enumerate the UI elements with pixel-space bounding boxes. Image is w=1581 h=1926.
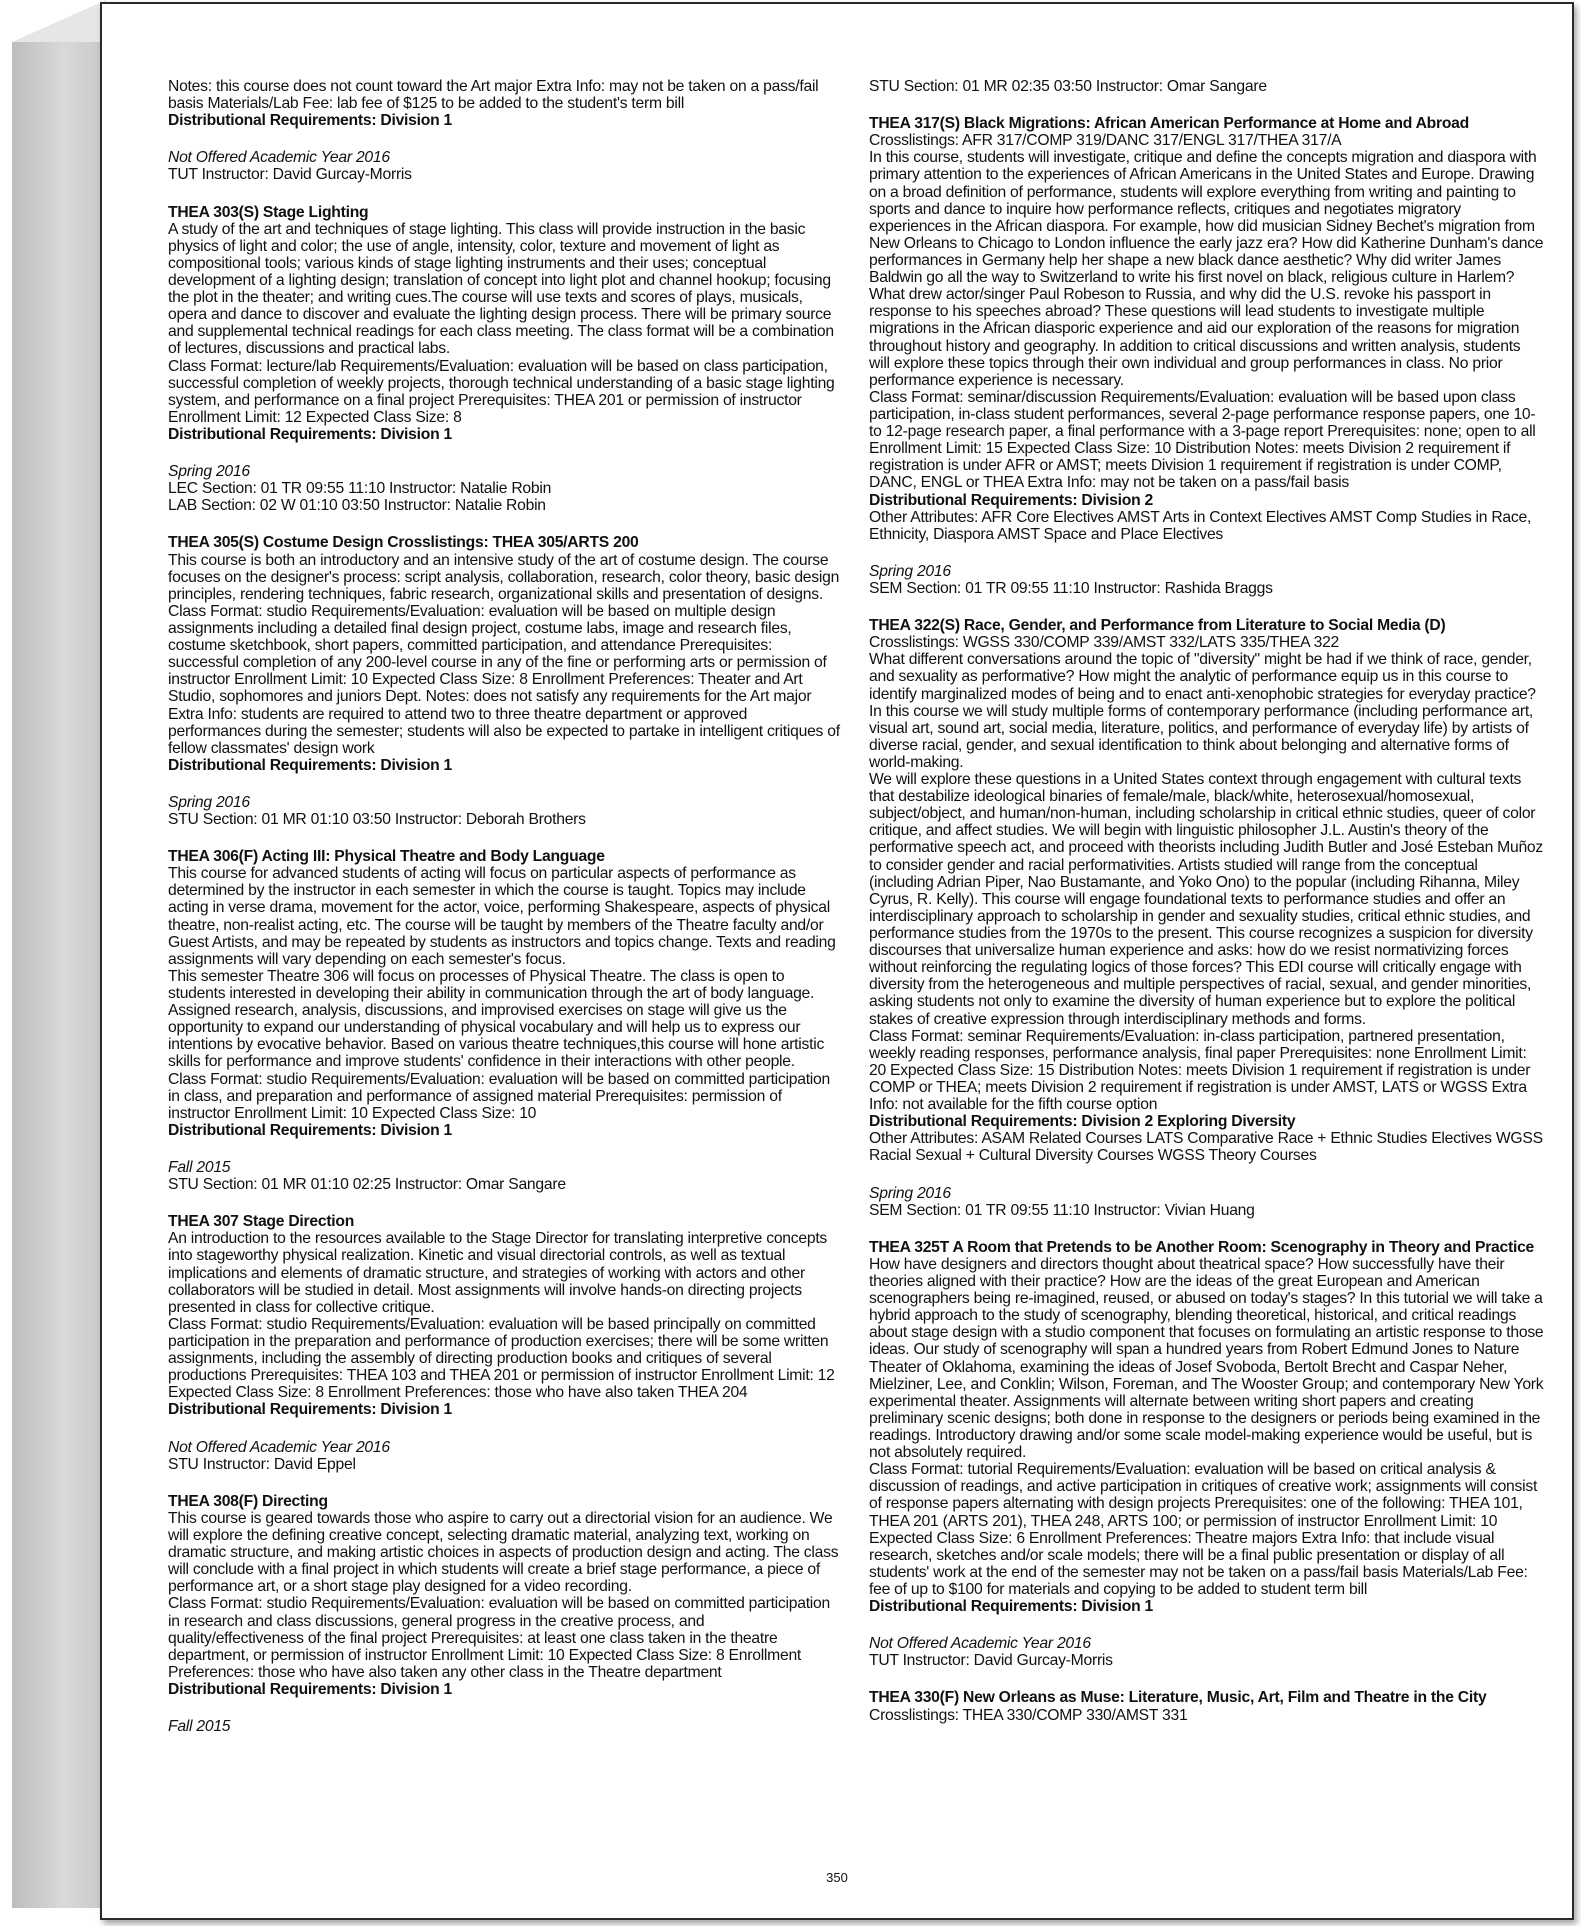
course-entry-thea-305 — [168, 534, 844, 774]
section-info: LAB Section: 02 W 01:10 03:50 Instructor: Natalie Robin — [168, 497, 546, 515]
course-description: We will explore these questions in a United States context through engagement with cultural texts that destabilize ideological binaries of female/male, black/white, heterosexual/homosexual, subject/object, and human/non-human, including scholarship in critical ethnic studies, queer of color critique, and affect studies. We will begin with linguistic philosopher J.L. Austin's theory of the performative speech act, and proceed with theorists including Judith Butler and José Esteban Muñoz to consider gender and racial performativities. Artists studied will range from the conceptual (including Adrian Piper, Nao Bustamante, and Yoko Ono) to the popular (including Rihanna, Miley Cyrus, R. Kelly). This course will engage foundational texts to performance studies and offer an interdisciplinary approach to scholarship in gender and sexuality studies, critical ethnic studies, and performance studies from the 1970s to the present. This course recognizes a suspicion for diversity discourses that universalize human experience and asks: how do we resist normativizing forces without reinforcing the regulating logics of those forces? This EDI course will critically engage with diversity from the heterogeneous and multiple perspectives of racial, sexual, and gender minorities, asking students not only to examine the diversity of human experience but to explore the political stakes of creative expression through interdisciplinary methods and forms. — [869, 771, 1543, 1028]
section-block — [869, 563, 1545, 597]
section-info: LEC Section: 01 TR 09:55 11:10 Instructor: Natalie Robin — [168, 480, 552, 498]
other-attributes: Other Attributes: ASAM Related Courses LATS Comparative Race + Ethnic Studies Electives WGSS Racial Sexual + Cultural Diversity Courses WGSS Theory Courses — [869, 1130, 1543, 1165]
course-title: THEA 307 Stage Direction — [168, 1213, 355, 1231]
distributional-requirements: Distributional Requirements: Division 2 Exploring Diversity — [869, 1113, 1296, 1131]
section-block — [869, 1635, 1545, 1669]
catalog-page — [100, 2, 1574, 1920]
course-title: THEA 330(F) New Orleans as Muse: Literature, Music, Art, Film and Theatre in the City — [869, 1689, 1487, 1707]
course-entry-thea-308 — [168, 1493, 844, 1698]
distributional-requirements: Distributional Requirements: Division 1 — [168, 112, 452, 130]
class-format: Class Format: studio Requirements/Evaluation: evaluation will be based principally on committed participation in the preparation and performance of production exercises; there will be some written assignments, including the assembly of directing production books and critiques of several productions Prerequisites: THEA 103 and THEA 201 or permission of instructor Enrollment Limit: 12 Expected Class Size: 8 Enrollment Preferences: those who have also taken THEA 204 — [168, 1315, 835, 1402]
course-entry-thea-317 — [869, 115, 1545, 543]
course-title: THEA 308(F) Directing — [168, 1492, 328, 1510]
course-notes-block — [168, 78, 844, 129]
course-entry-thea-322 — [869, 617, 1545, 1165]
term-label: Spring 2016 — [168, 463, 250, 481]
course-entry-thea-303 — [168, 204, 844, 444]
course-description: A study of the art and techniques of stage lighting. This class will provide instruction in the basic physics of light and color; the use of angle, intensity, color, texture and movement of light as compositional tools; various kinds of stage lighting instruments and their uses; conceptual development of a lighting design; translation of concept into light plot and channel hookup; focusing the plot in the theater; and writing cues.The course will use texts and scores of plays, musicals, opera and dance to discover and evaluate the lighting design process. There will be primary source and supplemental technical readings for each class meeting. The class format will be a combination of lectures, discussions and practical labs. — [168, 220, 834, 358]
other-attributes: Other Attributes: AFR Core Electives AMST Arts in Context Electives AMST Comp Studies in Race, Ethnicity, Diaspora AMST Space and Place Electives — [869, 508, 1532, 543]
course-title: THEA 303(S) Stage Lighting — [168, 203, 369, 221]
course-entry-thea-325 — [869, 1239, 1545, 1615]
course-entry-thea-330 — [869, 1689, 1545, 1723]
left-column — [168, 78, 844, 1755]
section-block — [869, 1185, 1545, 1219]
section-block — [168, 1439, 844, 1473]
term-label: Not Offered Academic Year 2016 — [869, 1635, 1091, 1653]
course-entry-thea-307 — [168, 1213, 844, 1418]
course-title: THEA 305(S) Costume Design Crosslistings: THEA 305/ARTS 200 — [168, 534, 639, 552]
book-spine — [12, 42, 106, 1908]
course-entry-thea-306 — [168, 848, 844, 1139]
course-description: In this course, students will investigate, critique and define the concepts migration and diaspora with primary attention to the experiences of African Americans in the United States and Europe. Drawing on a broad definition of performance, students will explore everything from writing and painting to sports and dance to inquire how performance reflects, critiques and negotiates migratory experiences in the African diaspora. For example, how did musician Sidney Bechet's migration from New Orleans to Chicago to London influence the early jazz era? How did Katherine Dunham's dance performances in Germany help her shape a new black dance aesthetic? Why did writer James Baldwin go all the way to Switzerland to write his first novel on black, religious culture in Harlem? What drew actor/singer Paul Robeson to Russia, and why did the U.S. revoke his passport in response to his speeches abroad? These questions will lead students to investigate multiple migrations in the African diasporic experience and aid our exploration of the reasons for migration throughout history and geography. In addition to critical discussions and written analysis, students will explore these topics through their own individual and group performances in class. No prior performance experience is necessary. — [869, 149, 1544, 389]
distributional-requirements: Distributional Requirements: Division 1 — [168, 425, 452, 443]
crosslistings: Crosslistings: THEA 330/COMP 330/AMST 331 — [869, 1706, 1188, 1724]
distributional-requirements: Distributional Requirements: Division 1 — [168, 1680, 452, 1698]
class-format: Class Format: seminar Requirements/Evaluation: in-class participation, partnered presentation, weekly reading responses, performance analysis, final paper Prerequisites: none Enrollment Limit: 20 Expected Class Size: 15 Distribution Notes: meets Division 1 requirement if registration is under COMP or THEA; meets Division 2 requirement if registration is under AMST, LATS or WGSS Extra Info: not available for the fifth course option — [869, 1027, 1531, 1114]
course-title: THEA 317(S) Black Migrations: African American Performance at Home and Abroad — [869, 115, 1469, 133]
class-format: Class Format: tutorial Requirements/Evaluation: evaluation will be based on critical analysis & discussion of readings, and active participation in critiques of creative work; assignments will consist of response papers alternating with design projects Prerequisites: one of the following: THEA 101, THEA 201 (ARTS 201), THEA 248, ARTS 100; or permission of instructor Enrollment Limit: 10 Expected Class Size: 6 Enrollment Preferences: Theatre majors Extra Info: that include visual research, sketches and/or scale models; there will be a final public presentation or display of all students' work at the end of the semester may not be taken on a pass/fail basis Materials/Lab Fee: fee of up to $100 for materials and copying to be added to student term bill — [869, 1461, 1538, 1598]
term-label: Not Offered Academic Year 2016 — [168, 149, 390, 167]
section-info: TUT Instructor: David Gurcay-Morris — [168, 166, 412, 184]
section-info: SEM Section: 01 TR 09:55 11:10 Instructor: Rashida Braggs — [869, 579, 1273, 597]
section-block — [168, 1159, 844, 1193]
course-description: This course is both an introductory and an intensive study of the art of costume design. The course focuses on the designer's process: script analysis, collaboration, research, color theory, basic design principles, rendering techniques, fabric research, organizational skills and presentation of designs. — [168, 551, 840, 603]
course-description: What different conversations around the topic of "diversity" might be had if we think of race, gender, and sexuality as performative? How might the analytic of performance equip us in this course to identify marginalized modes of being and to enact anti-xenophobic strategies for everyday practice? In this course we will study multiple forms of contemporary performance (including performance art, visual art, sound art, social media, literature, politics, and performance of everyday life) by artists of diverse racial, gender, and sexual identification to think about belonging and alternative forms of world-making. — [869, 651, 1536, 771]
class-format: Class Format: studio Requirements/Evaluation: evaluation will be based on committed participation in research and class discussions, general progress in the creative process, and quality/effectiveness of the final project Prerequisites: at least one class taken in the theatre department, or permission of instructor Enrollment Limit: 10 Expected Class Size: 8 Enrollment Preferences: those who have also taken any other class in the Theatre department — [168, 1595, 830, 1681]
distributional-requirements: Distributional Requirements: Division 2 — [869, 491, 1153, 509]
distributional-requirements: Distributional Requirements: Division 1 — [168, 1121, 452, 1139]
distributional-requirements: Distributional Requirements: Division 1 — [168, 1401, 452, 1419]
term-label: Spring 2016 — [168, 793, 250, 811]
section-info: STU Section: 01 MR 01:10 03:50 Instructor: Deborah Brothers — [168, 811, 586, 829]
course-description: An introduction to the resources available to the Stage Director for translating interpretive concepts into stageworthy physical realization. Kinetic and visual directorial controls, as well as textual implications and elements of dramatic structure, and strategies of working with actors and other collaborators will be studied in detail. Most assignments will involve hands-on directing projects presented in class for collective critique. — [168, 1230, 828, 1316]
course-description: How have designers and directors thought about theatrical space? How successfully have their theories aligned with their practice? How are the ideas of the great European and American scenographers being re-imagined, reused, or abused on today's stages? In this tutorial we will take a hybrid approach to the study of scenography, blending theoretical, historical, and critical readings about stage design with a studio component that focuses on formulating an artistic response to those ideas. Our study of scenography will span a hundred years from Robert Edmund Jones to Nature Theater of Oklahoma, examining the ideas of Josef Svoboda, Bertolt Brecht and Caspar Neher, Mielziner, Lee, and Conklin; Wilson, Foreman, and The Wooster Group; and contemporary New York experimental theater. Assignments will alternate between writing short papers and creating preliminary scenic designs; both done in response to the designers or periods being examined in the readings. Introductory drawing and/or some scale model-making experience would be useful, but is not absolutely required. — [869, 1255, 1544, 1462]
section-info: SEM Section: 01 TR 09:55 11:10 Instructor: Vivian Huang — [869, 1201, 1255, 1219]
course-description: This course for advanced students of acting will focus on particular aspects of performance as determined by the instructor in each semester in which the course is taught. Topics may include acting in verse drama, movement for the actor, voice, performing Shakespeare, aspects of physical theatre, non-realist acting, etc. The course will be taught by members of the Theatre faculty and/or Guest Artists, and may be repeated by students as instructors and topics change. Texts and reading assignments will vary depending on each semester's focus. — [168, 865, 836, 968]
class-format: Class Format: studio Requirements/Evaluation: evaluation will be based on multiple design assignments including a detailed final design project, costume labs, image and research files, costume sketchbook, short papers, committed participation, and attendance Prerequisites: successful completion of any 200-level course in any of the fine or performing arts or permission of instructor Enrollment Limit: 10 Expected Class Size: 8 Enrollment Preferences: Theater and Art Studio, sophomores and juniors Dept. Notes: does not satisfy any requirements for the Art major Extra Info: students are required to attend two to three theatre department or approved performances during the semester; students will also be expected to partake in intelligent critiques of fellow classmates' design work — [168, 602, 840, 757]
section-info: STU Instructor: David Eppel — [168, 1455, 356, 1473]
course-title: THEA 325T A Room that Pretends to be Another Room: Scenography in Theory and Practice — [869, 1238, 1535, 1256]
term-label: Spring 2016 — [869, 1184, 951, 1202]
right-column — [869, 78, 1545, 1744]
distributional-requirements: Distributional Requirements: Division 1 — [168, 756, 452, 774]
class-format: Class Format: seminar/discussion Requirements/Evaluation: evaluation will be based upon class participation, in-class student performances, several 2-page performance response papers, one 10- to 12-page research paper, a final performance with a 3-page report Prerequisites: none; open to all Enrollment Limit: 15 Expected Class Size: 10 Distribution Notes: meets Division 2 requirement if registration is under AFR or AMST; meets Division 1 requirement if registration is under COMP, DANC, ENGL or THEA Extra Info: may not be taken on a pass/fail basis — [869, 388, 1536, 492]
section-block — [869, 78, 1545, 95]
crosslistings: Crosslistings: WGSS 330/COMP 339/AMST 332/LATS 335/THEA 322 — [869, 634, 1340, 652]
section-block — [168, 463, 844, 514]
section-info: STU Section: 01 MR 01:10 02:25 Instructor: Omar Sangare — [168, 1176, 566, 1194]
class-format: Class Format: lecture/lab Requirements/Evaluation: evaluation will be based on class participation, successful completion of weekly projects, thorough technical understanding of a basic stage lighting system, and performance on a final project Prerequisites: THEA 201 or permission of instructor Enrollment Limit: 12 Expected Class Size: 8 — [168, 357, 835, 426]
term-label: Fall 2015 — [168, 1718, 231, 1736]
term-label: Not Offered Academic Year 2016 — [168, 1438, 390, 1456]
section-info: TUT Instructor: David Gurcay-Morris — [869, 1652, 1113, 1670]
distributional-requirements: Distributional Requirements: Division 1 — [869, 1598, 1153, 1616]
term-label: Spring 2016 — [869, 562, 951, 580]
crosslistings: Crosslistings: AFR 317/COMP 319/DANC 317/ENGL 317/THEA 317/A — [869, 132, 1342, 150]
section-block — [168, 1718, 844, 1735]
book-spine-top — [12, 0, 106, 42]
section-info: STU Section: 01 MR 02:35 03:50 Instructor: Omar Sangare — [869, 78, 1267, 95]
course-description: This semester Theatre 306 will focus on processes of Physical Theatre. The class is open to students interested in developing their ability in communication through the art of body language. Assigned research, analysis, discussions, and improvised exercises on stage will give us the opportunity to expand our understanding of physical vocabulary and will help us to express our intentions by evocative behavior. Based on various theatre techniques,this course will hone artistic skills for performance and improve students' confidence in their interactions with other people. — [168, 967, 825, 1071]
term-label: Fall 2015 — [168, 1159, 231, 1177]
section-block — [168, 794, 844, 828]
page-number: 350 — [826, 1870, 848, 1885]
section-block — [168, 149, 844, 183]
course-description: This course is geared towards those who aspire to carry out a directorial vision for an audience. We will explore the defining creative concept, selecting dramatic material, analyzing text, working on dramatic structure, and making artistic choices in aspects of production design and acting. The class will conclude with a final project in which students will create a brief stage performance, a piece of performance art, or a short stage play designed for a video recording. — [168, 1509, 839, 1596]
course-notes: Notes: this course does not count toward the Art major Extra Info: may not be taken on a pass/fail basis Materials/Lab Fee: lab fee of $125 to be added to the student's term bill — [168, 78, 819, 113]
course-title: THEA 322(S) Race, Gender, and Performance from Literature to Social Media (D) — [869, 617, 1446, 635]
class-format: Class Format: studio Requirements/Evaluation: evaluation will be based on committed participation in class, and preparation and performance of assigned material Prerequisites: permission of instructor Enrollment Limit: 10 Expected Class Size: 10 — [168, 1070, 830, 1122]
course-title: THEA 306(F) Acting III: Physical Theatre and Body Language — [168, 848, 605, 866]
